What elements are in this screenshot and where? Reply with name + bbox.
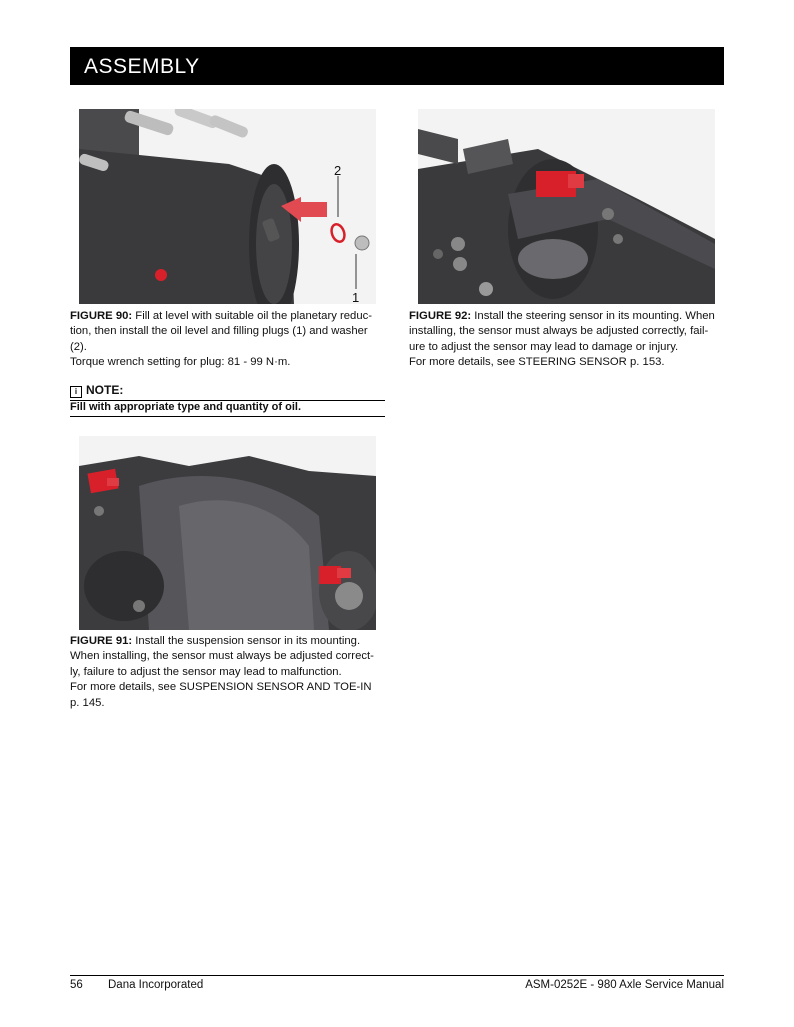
caption-line: For more details, see SUSPENSION SENSOR AND TOE-IN xyxy=(70,681,372,694)
caption-line: ly, failure to adjust the sensor may lead to malfunction. xyxy=(70,665,342,678)
figure-90-caption xyxy=(70,309,390,371)
figure-92-image xyxy=(418,109,715,304)
caption-line: When installing, the sensor must always be adjusted correct- xyxy=(70,650,374,663)
planetary-hub-illustration xyxy=(79,109,376,304)
caption-line: ure to adjust the sensor may lead to damage or injury. xyxy=(409,340,679,353)
footer-company: Dana Incorporated xyxy=(108,979,204,991)
figure-label: FIGURE 92: xyxy=(409,310,472,322)
caption-line: tion, then install the oil level and filling plugs (1) and washer xyxy=(70,325,368,338)
caption-line: (2). xyxy=(70,340,87,353)
figure-91-caption xyxy=(70,634,390,711)
figure-92-caption xyxy=(409,309,729,371)
footer-divider xyxy=(70,975,724,976)
callout-2: 2 xyxy=(334,163,342,178)
note-text: Fill with appropriate type and quantity of oil. xyxy=(70,401,385,417)
figure-90-image xyxy=(79,109,376,304)
caption-line: FIGURE 92: Install the steering sensor in its mounting. When xyxy=(409,310,715,322)
note-heading: i NOTE: xyxy=(70,383,385,401)
suspension-sensor-illustration xyxy=(79,436,376,630)
caption-line: FIGURE 91: Install the suspension sensor in its mounting. xyxy=(70,635,361,647)
section-header xyxy=(70,47,724,85)
caption-line: installing, the sensor must always be adjusted correctly, fail- xyxy=(409,325,709,338)
page-number: 56 xyxy=(70,979,83,991)
steering-sensor-illustration xyxy=(418,109,715,304)
figure-label: FIGURE 91: xyxy=(70,635,133,647)
figure-label: FIGURE 90: xyxy=(70,310,133,322)
caption-line: For more details, see STEERING SENSOR p. 153. xyxy=(409,356,665,369)
figure-91-image xyxy=(79,436,376,630)
footer-manual-title: ASM-0252E - 980 Axle Service Manual xyxy=(525,979,724,991)
info-icon: i xyxy=(70,386,82,398)
caption-line: FIGURE 90: Fill at level with suitable oil the planetary reduc- xyxy=(70,310,373,322)
caption-line: p. 145. xyxy=(70,696,105,709)
section-title: ASSEMBLY xyxy=(84,55,200,78)
callout-1: 1 xyxy=(352,290,360,305)
caption-line: Torque wrench setting for plug: 81 - 99 N·m. xyxy=(70,356,291,369)
